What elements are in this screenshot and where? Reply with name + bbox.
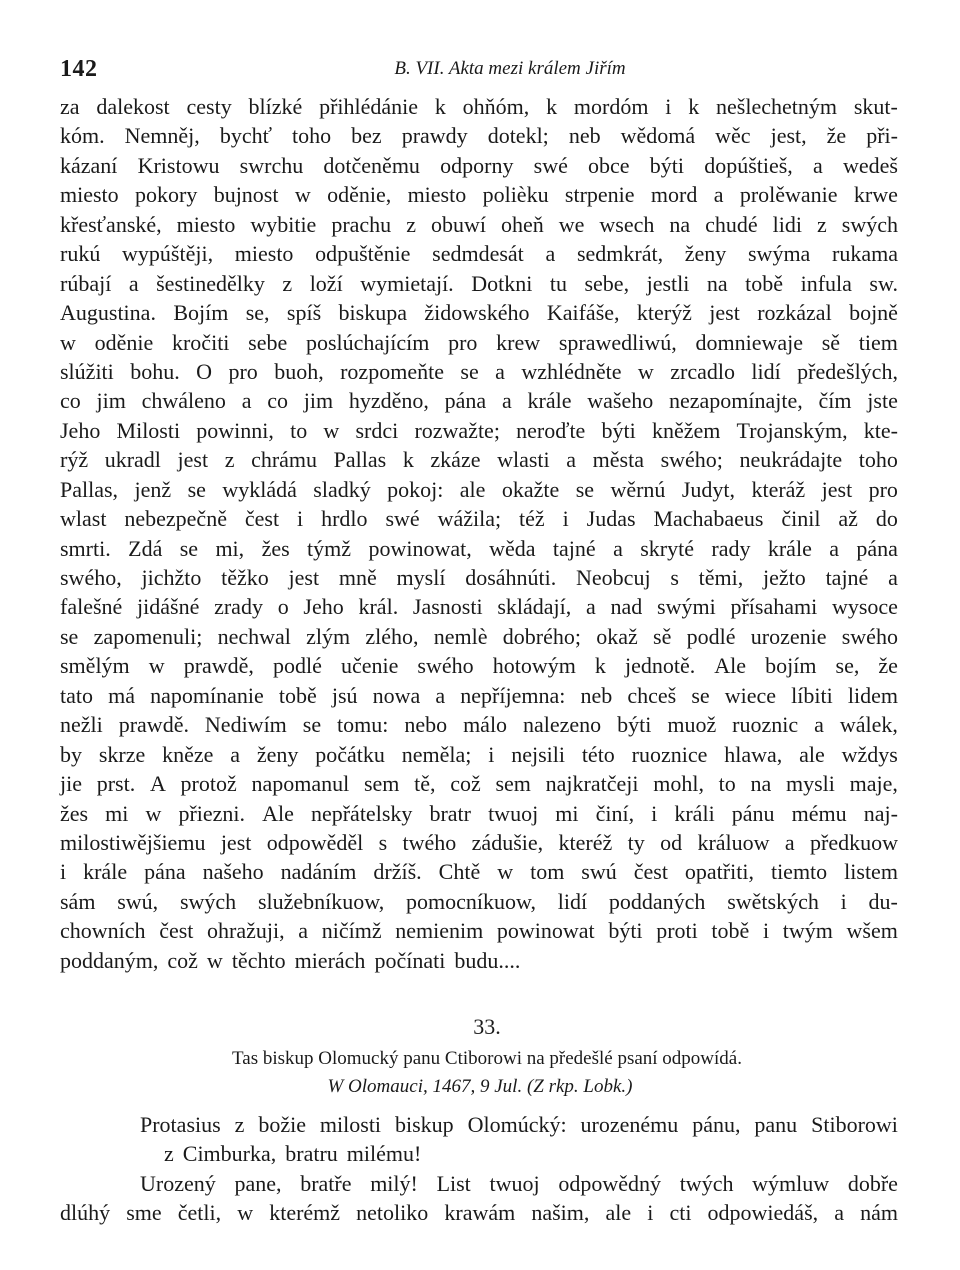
paragraph-line: rúbají a šestinedělky z loží wymietají. Dotkni tu sebe, jestli na tobě infula sw. bbox=[60, 270, 898, 296]
paragraph-line: sám swú, swých služebníkuow, pomocníkuow, lidí poddaných swětských i du- bbox=[60, 888, 898, 914]
paragraph-line: milostiwějšiemu jest odpowěděl s twého zádušie, kteréž ty od králuow a předkuow bbox=[60, 829, 898, 855]
paragraph-line: w oděnie kročiti sebe poslúchajícím pro krew sprawedliwú, domniewaje sě tiem bbox=[60, 329, 898, 355]
paragraph-line: kázaní Kristowu swrchu dotčeněmu odporny swé obce býti dopúštieš, a wedeš bbox=[60, 152, 898, 178]
running-head: B. VII. Akta mezi králem Jiřím bbox=[394, 58, 626, 79]
paragraph-line: tato má napomínanie tobě jsú nowa a nepříjemna: neb chceš se wiece líbiti lidem bbox=[60, 682, 898, 708]
paragraph-line: swého, jichžto těžko jest mně myslí dosáhnúti. Neobcuj s těmi, ježto tajné a bbox=[60, 565, 898, 590]
paragraph-line: smrti. Zdá se mi, žes týmž powinowat, wěda tajné a skryté rady krále a pána bbox=[60, 535, 898, 561]
letter-address-line: Protasius z božie milosti biskup Olomúcký: urozenému pánu, panu Stiborowi bbox=[140, 1112, 898, 1137]
paragraph-line: falešné jidášné zrady o Jeho král. Jasnosti skládají, a nad swými přísahami wysoce bbox=[60, 594, 898, 620]
letter-body-line: Urozený pane, bratře milý! List twuoj odpowědný twých wýmluw dobře bbox=[140, 1170, 898, 1196]
letter-body-line: dlúhý sme četli, w kterémž netoliko krawám našim, ale i cti odpowiedáš, a nám bbox=[60, 1200, 898, 1226]
paragraph-line: wlast nebezpečně čest i hrdlo swé wážila; též i Judas Machabaeus činil až do bbox=[60, 506, 898, 532]
paragraph-line: chowních čest ohražuji, a ničímž nemienim powinowat býti proti tobě i twým wšem bbox=[60, 918, 898, 944]
paragraph-line: Augustina. Bojím se, spíš biskupa židowského Kaifáše, kterýž jest rozkázal bojně bbox=[60, 300, 898, 326]
paragraph-line: rýž ukradl jest z chrámu Pallas k zkáze wlasti a města swého; neukrádajte toho bbox=[60, 447, 898, 473]
paragraph-line: smělým w prawdě, podlé učenie swého hotowým k jednotě. Ale bojím se, že bbox=[60, 653, 898, 679]
paragraph-line: miesto pokory bujnost w oděnie, miesto polièku strpenie mord a prolěwanie krwe bbox=[60, 182, 898, 208]
paragraph-line: křesťanské, miesto wybitie prachu z obuwí oheň we wsech na chudé lidi z swých bbox=[60, 211, 898, 237]
page-number: 142 bbox=[60, 56, 98, 82]
paragraph-line: i krále pána našeho nadáním držíš. Chtě w tom swú čest opatřiti, tiemto listem bbox=[60, 859, 898, 885]
paragraph-line: žes mi w přiezni. Ale nepřátelsky bratr twuoj mi činí, i králi pánu mému naj- bbox=[60, 800, 898, 826]
paragraph-line: rukú wypúštěji, miesto odpuštěnie sedmdesát a sedmkrát, ženy swýma rukama bbox=[60, 241, 898, 267]
letter-source: W Olomauci, 1467, 9 Jul. (Z rkp. Lobk.) bbox=[327, 1076, 633, 1097]
paragraph-line: jie prst. A protož napomanul sem tě, což sem najkratčeji mohl, to na mysli maje, bbox=[60, 771, 898, 797]
paragraph-line: za dalekost cesty blízké přihlédánie k ohňóm, k mordóm i k nešlechetným skut- bbox=[60, 94, 898, 119]
paragraph-line: slúžiti bohu. O pro buoh, rozpomeňte se a wzhlédněte w zrcadlo lidí předešlých, bbox=[60, 358, 898, 384]
letter-number: 33. bbox=[473, 1014, 501, 1039]
paragraph-line: co jim chwáleno a co jim hyzděno, pána a krále wašeho nezapomínajte, čím jste bbox=[60, 388, 898, 414]
paragraph-line: Pallas, jenž se wykládá sladký pokoj: ale okažte se wěrnú Judyt, kteráž jest pro bbox=[60, 476, 898, 502]
letter-body bbox=[60, 1110, 898, 1228]
paragraph-line: kóm. Nemněj, bychť toho bez prawdy dotekl; neb wědomá wěc jest, že při- bbox=[60, 123, 898, 149]
paragraph-line: se zapomenuli; nechwal zlým zlého, nemlè dobrého; okaž sě podlé urozenie swého bbox=[60, 623, 898, 649]
paragraph-line: by skrze kněze a ženy počátku neměla; i nejsili této ruoznice hlawa, ale wždys bbox=[60, 741, 898, 767]
letter-heading: Tas biskup Olomucký panu Ctiborowi na předešlé psaní odpowídá. bbox=[231, 1048, 742, 1069]
paragraph-line: Jeho Milosti powinni, to w srdci rozwažte; neroďte býti kněžem Trojanským, kte- bbox=[60, 417, 898, 443]
paragraph-line: poddaným, což w těchto mierách počínati budu.... bbox=[60, 947, 521, 973]
letter-address-line: z Cimburka, bratru milému! bbox=[164, 1141, 422, 1167]
main-paragraph bbox=[60, 92, 898, 975]
paragraph-line: nežli prawdě. Nediwím se tomu: nebo málo nalezeno býti muož ruoznic a wálek, bbox=[60, 712, 898, 738]
